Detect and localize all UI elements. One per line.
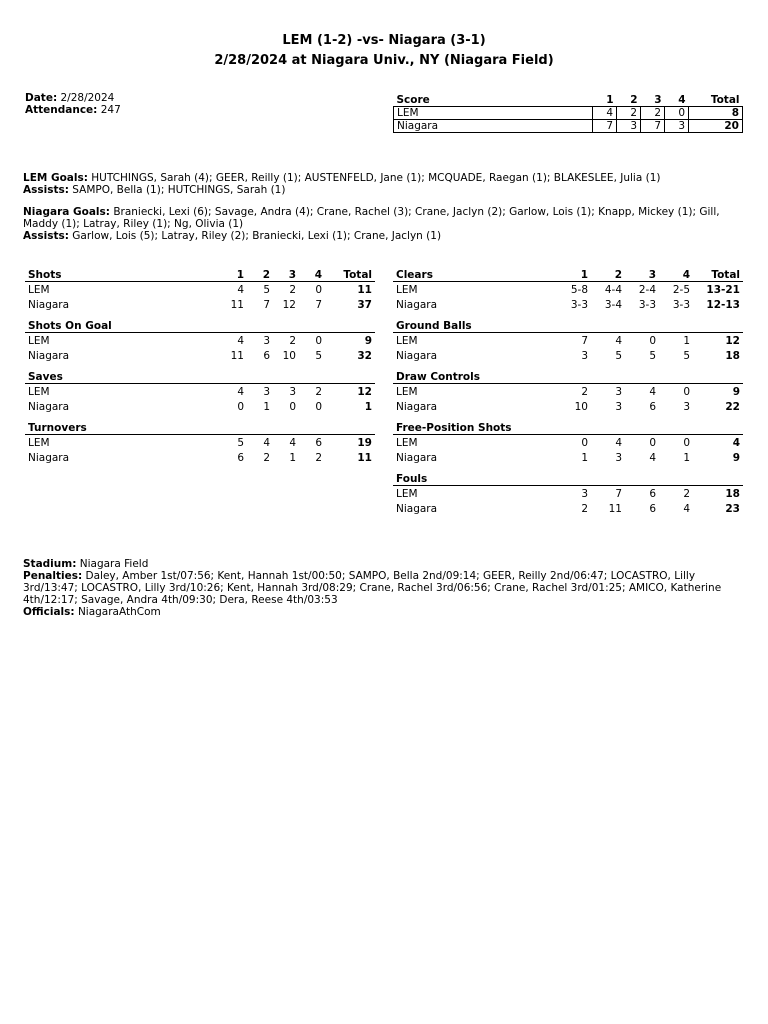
quarter-value: 5-8	[570, 283, 588, 296]
team-name: LEM	[28, 385, 50, 398]
quarter-value: 4	[615, 436, 622, 449]
niagara-goals: Braniecki, Lexi (6); Savage, Andra (4); Crane, Rachel (3); Crane, Jaclyn (2); Garlow, Lois (1); Knapp, Mickey (1); Gill, Maddy (1); Latray, Riley (1); Ng, Olivia (1)	[23, 206, 720, 230]
stat-total: 9	[732, 385, 740, 398]
quarter-value: 5	[315, 349, 322, 362]
stat-title: Shots	[25, 268, 221, 282]
stat-title: Draw Controls	[393, 370, 557, 384]
quarter-value: 4	[615, 334, 622, 347]
total-header	[325, 421, 375, 435]
quarter-value: 7	[315, 298, 322, 311]
total-score: 20	[689, 120, 743, 133]
officials-label: Officials:	[23, 606, 75, 618]
stat-row	[393, 435, 743, 451]
team-name: Niagara	[28, 400, 70, 413]
quarter-value: 1	[683, 334, 690, 347]
stat-total: 22	[725, 400, 740, 413]
quarter-value: 2	[683, 487, 690, 500]
quarter-value: 11	[230, 298, 244, 311]
quarter-value: 3	[683, 400, 690, 413]
quarter-value: 5	[649, 349, 656, 362]
quarter-header	[221, 421, 247, 435]
stat-row	[393, 450, 743, 465]
stat-row	[25, 333, 375, 349]
quarter-header: 1	[557, 268, 591, 282]
quarter-header	[557, 319, 591, 333]
stat-total: 13-21	[706, 283, 740, 296]
score-header-row	[394, 93, 743, 107]
quarter-value: 2-4	[638, 283, 656, 296]
quarter-header: 4	[665, 93, 689, 107]
quarter-value: 3	[263, 385, 270, 398]
quarter-value: 3	[615, 451, 622, 464]
quarter-value: 6	[649, 502, 656, 515]
stat-total: 12	[725, 334, 740, 347]
quarter-score: 2	[617, 107, 641, 120]
lem-assists-label: Assists:	[23, 184, 69, 196]
total-header	[325, 370, 375, 384]
quarter-header	[659, 370, 693, 384]
shots-on-goal-table	[25, 319, 375, 363]
total-header	[693, 421, 743, 435]
quarter-value: 0	[683, 385, 690, 398]
game-notes	[23, 558, 745, 618]
niagara-goals-label: Niagara Goals:	[23, 206, 110, 218]
total-header: Total	[693, 268, 743, 282]
quarter-value: 7	[615, 487, 622, 500]
quarter-value: 1	[683, 451, 690, 464]
stadium-label: Stadium:	[23, 558, 77, 570]
quarter-value: 4	[289, 436, 296, 449]
stat-total: 18	[725, 487, 740, 500]
stat-header-row	[393, 421, 743, 435]
stat-row	[25, 384, 375, 400]
quarter-value: 0	[315, 334, 322, 347]
quarter-value: 6	[649, 400, 656, 413]
quarter-value: 2	[315, 385, 322, 398]
total-header: Total	[689, 93, 743, 107]
stat-row	[25, 450, 375, 465]
quarter-score: 0	[665, 107, 689, 120]
stat-row	[25, 282, 375, 298]
quarter-header: 3	[273, 268, 299, 282]
score-table	[393, 93, 743, 133]
quarter-header: 1	[221, 268, 247, 282]
niagara-scoring-summary	[23, 206, 745, 242]
quarter-header	[557, 472, 591, 486]
game-title: LEM (1-2) -vs- Niagara (3-1)	[282, 33, 486, 48]
quarter-header	[247, 370, 273, 384]
quarter-header	[273, 421, 299, 435]
quarter-header	[625, 421, 659, 435]
left-stats-column	[25, 268, 375, 472]
quarter-value: 0	[649, 436, 656, 449]
quarter-header	[591, 319, 625, 333]
stat-title: Turnovers	[25, 421, 221, 435]
quarter-value: 2	[289, 283, 296, 296]
stat-header-row	[25, 370, 375, 384]
quarter-value: 3-3	[672, 298, 690, 311]
stat-row	[393, 348, 743, 363]
quarter-header: 2	[247, 268, 273, 282]
quarter-value: 2	[263, 451, 270, 464]
quarter-value: 3	[581, 487, 588, 500]
lem-scoring-summary	[23, 172, 745, 196]
team-name: Niagara	[28, 298, 70, 311]
team-name: LEM	[396, 436, 418, 449]
quarter-header	[625, 370, 659, 384]
stat-title: Free-Position Shots	[393, 421, 557, 435]
team-name: LEM	[396, 334, 418, 347]
quarter-value: 6	[315, 436, 322, 449]
stat-title: Saves	[25, 370, 221, 384]
quarter-value: 1	[263, 400, 270, 413]
quarter-header: 4	[299, 268, 325, 282]
team-name: Niagara	[396, 349, 438, 362]
stat-header-row	[393, 319, 743, 333]
stat-total: 11	[357, 283, 372, 296]
quarter-value: 4	[237, 283, 244, 296]
stat-row	[25, 399, 375, 414]
quarter-value: 0	[289, 400, 296, 413]
turnovers-table	[25, 421, 375, 465]
quarter-value: 0	[683, 436, 690, 449]
quarter-value: 3	[615, 400, 622, 413]
team-name: Niagara	[396, 298, 438, 311]
team-name: Niagara	[396, 502, 438, 515]
stat-row	[393, 384, 743, 400]
stat-row	[393, 297, 743, 312]
team-name: Niagara	[394, 120, 593, 133]
total-header	[693, 472, 743, 486]
stat-header-row	[393, 472, 743, 486]
quarter-header	[591, 472, 625, 486]
quarter-value: 0	[237, 400, 244, 413]
stat-total: 12	[357, 385, 372, 398]
stat-total: 9	[364, 334, 372, 347]
stat-total: 11	[357, 451, 372, 464]
team-name: LEM	[28, 283, 50, 296]
quarter-value: 1	[289, 451, 296, 464]
stat-title: Clears	[393, 268, 557, 282]
score-row	[394, 120, 743, 133]
stat-row	[393, 282, 743, 298]
quarter-value: 4	[649, 385, 656, 398]
quarter-score: 2	[641, 107, 665, 120]
quarter-score: 4	[593, 107, 617, 120]
ground-balls-table	[393, 319, 743, 363]
clears-table	[393, 268, 743, 312]
stat-row	[25, 348, 375, 363]
total-header	[325, 319, 375, 333]
quarter-header	[591, 370, 625, 384]
fouls-table	[393, 472, 743, 516]
quarter-header	[659, 472, 693, 486]
quarter-value: 3-3	[638, 298, 656, 311]
stat-total: 12-13	[706, 298, 740, 311]
stat-total: 32	[357, 349, 372, 362]
draw-controls-table	[393, 370, 743, 414]
team-name: LEM	[396, 385, 418, 398]
quarter-value: 12	[282, 298, 296, 311]
stat-total: 19	[357, 436, 372, 449]
quarter-value: 4	[683, 502, 690, 515]
quarter-value: 4	[237, 385, 244, 398]
lem-goals: HUTCHINGS, Sarah (4); GEER, Reilly (1); AUSTENFELD, Jane (1); MCQUADE, Raegan (1); BLAKESLEE, Julia (1)	[91, 172, 661, 184]
quarter-value: 5	[263, 283, 270, 296]
attendance-label: Attendance:	[25, 104, 98, 116]
lem-assists: SAMPO, Bella (1); HUTCHINGS, Sarah (1)	[72, 184, 286, 196]
niagara-assists-label: Assists:	[23, 230, 69, 242]
quarter-value: 6	[263, 349, 270, 362]
quarter-value: 10	[574, 400, 588, 413]
stat-total: 18	[725, 349, 740, 362]
penalties-label: Penalties:	[23, 570, 83, 582]
quarter-value: 3-4	[604, 298, 622, 311]
right-stats-column	[393, 268, 743, 523]
quarter-value: 10	[282, 349, 296, 362]
team-name: LEM	[396, 283, 418, 296]
quarter-header	[591, 421, 625, 435]
quarter-header	[625, 472, 659, 486]
quarter-header	[557, 370, 591, 384]
quarter-value: 2	[289, 334, 296, 347]
quarter-value: 7	[581, 334, 588, 347]
quarter-value: 2	[581, 385, 588, 398]
team-name: Niagara	[396, 400, 438, 413]
stat-row	[393, 501, 743, 516]
quarter-score: 3	[617, 120, 641, 133]
quarter-value: 4-4	[604, 283, 622, 296]
quarter-header	[273, 319, 299, 333]
quarter-header: 1	[593, 93, 617, 107]
quarter-header	[625, 319, 659, 333]
quarter-value: 3	[581, 349, 588, 362]
quarter-value: 5	[683, 349, 690, 362]
stat-header-row	[393, 268, 743, 282]
stat-total: 1	[364, 400, 372, 413]
stat-total: 4	[732, 436, 740, 449]
quarter-header	[247, 421, 273, 435]
lem-goals-label: LEM Goals:	[23, 172, 88, 184]
stat-header-row	[25, 319, 375, 333]
stat-title: Fouls	[393, 472, 557, 486]
team-name: LEM	[394, 107, 593, 120]
quarter-value: 4	[237, 334, 244, 347]
quarter-value: 0	[315, 283, 322, 296]
stat-row	[393, 399, 743, 414]
quarter-header: 3	[641, 93, 665, 107]
officials-value: NiagaraAthCom	[77, 606, 161, 618]
game-subtitle: 2/28/2024 at Niagara Univ., NY (Niagara Field)	[214, 53, 554, 68]
team-name: Niagara	[28, 451, 70, 464]
quarter-header: 2	[617, 93, 641, 107]
quarter-header: 2	[591, 268, 625, 282]
quarter-header	[557, 421, 591, 435]
quarter-header	[299, 421, 325, 435]
stat-total: 37	[357, 298, 372, 311]
stat-title: Ground Balls	[393, 319, 557, 333]
quarter-value: 3	[263, 334, 270, 347]
quarter-header: 3	[625, 268, 659, 282]
team-name: LEM	[28, 334, 50, 347]
quarter-value: 4	[649, 451, 656, 464]
quarter-header: 4	[659, 268, 693, 282]
stat-title: Shots On Goal	[25, 319, 221, 333]
stat-header-row	[25, 421, 375, 435]
quarter-value: 2-5	[672, 283, 690, 296]
team-name: LEM	[28, 436, 50, 449]
penalties-value: Daley, Amber 1st/07:56; Kent, Hannah 1st/00:50; SAMPO, Bella 2nd/09:14; GEER, Reilly 2nd/06:47; LOCASTRO, Lilly 3rd/13:47; LOCASTRO, Lilly 3rd/10:26; Kent, Hannah 3rd/08:29; Crane, Rachel 3rd/06:56; Crane, Rachel 3rd/01:25; AMICO, Katherine 4th/12:17; Savage, Andra 4th/09:30; Dera, Reese 4th/03:53	[23, 570, 722, 606]
score-header: Score	[394, 93, 593, 107]
quarter-value: 3-3	[570, 298, 588, 311]
quarter-value: 6	[649, 487, 656, 500]
total-header	[693, 319, 743, 333]
quarter-score: 7	[641, 120, 665, 133]
stat-total: 23	[725, 502, 740, 515]
stat-total: 9	[732, 451, 740, 464]
quarter-header	[273, 370, 299, 384]
quarter-value: 4	[263, 436, 270, 449]
quarter-value: 5	[237, 436, 244, 449]
quarter-value: 5	[615, 349, 622, 362]
quarter-value: 2	[315, 451, 322, 464]
quarter-value: 0	[581, 436, 588, 449]
stat-row	[393, 486, 743, 502]
attendance-value: 247	[100, 104, 121, 116]
stat-row	[393, 333, 743, 349]
stadium-value: Niagara Field	[79, 558, 149, 570]
quarter-header	[659, 421, 693, 435]
free-position-shots-table	[393, 421, 743, 465]
quarter-score: 7	[593, 120, 617, 133]
quarter-value: 2	[581, 502, 588, 515]
quarter-value: 7	[263, 298, 270, 311]
date-label: Date:	[25, 92, 58, 104]
saves-table	[25, 370, 375, 414]
team-name: LEM	[396, 487, 418, 500]
quarter-header	[221, 319, 247, 333]
total-score: 8	[689, 107, 743, 120]
date-value: 2/28/2024	[60, 92, 115, 104]
total-header	[693, 370, 743, 384]
game-info	[25, 92, 121, 116]
total-header: Total	[325, 268, 375, 282]
quarter-value: 11	[230, 349, 244, 362]
quarter-header	[247, 319, 273, 333]
stat-row	[25, 297, 375, 312]
quarter-score: 3	[665, 120, 689, 133]
team-name: Niagara	[28, 349, 70, 362]
quarter-header	[299, 319, 325, 333]
quarter-header	[299, 370, 325, 384]
score-row	[394, 107, 743, 120]
niagara-assists: Garlow, Lois (5); Latray, Riley (2); Braniecki, Lexi (1); Crane, Jaclyn (1)	[72, 230, 442, 242]
stat-header-row	[393, 370, 743, 384]
quarter-value: 11	[608, 502, 622, 515]
quarter-header	[659, 319, 693, 333]
shots-table	[25, 268, 375, 312]
quarter-value: 3	[289, 385, 296, 398]
quarter-value: 1	[581, 451, 588, 464]
quarter-header	[221, 370, 247, 384]
quarter-value: 0	[649, 334, 656, 347]
quarter-value: 3	[615, 385, 622, 398]
team-name: Niagara	[396, 451, 438, 464]
quarter-value: 6	[237, 451, 244, 464]
stat-header-row	[25, 268, 375, 282]
stat-row	[25, 435, 375, 451]
quarter-value: 0	[315, 400, 322, 413]
